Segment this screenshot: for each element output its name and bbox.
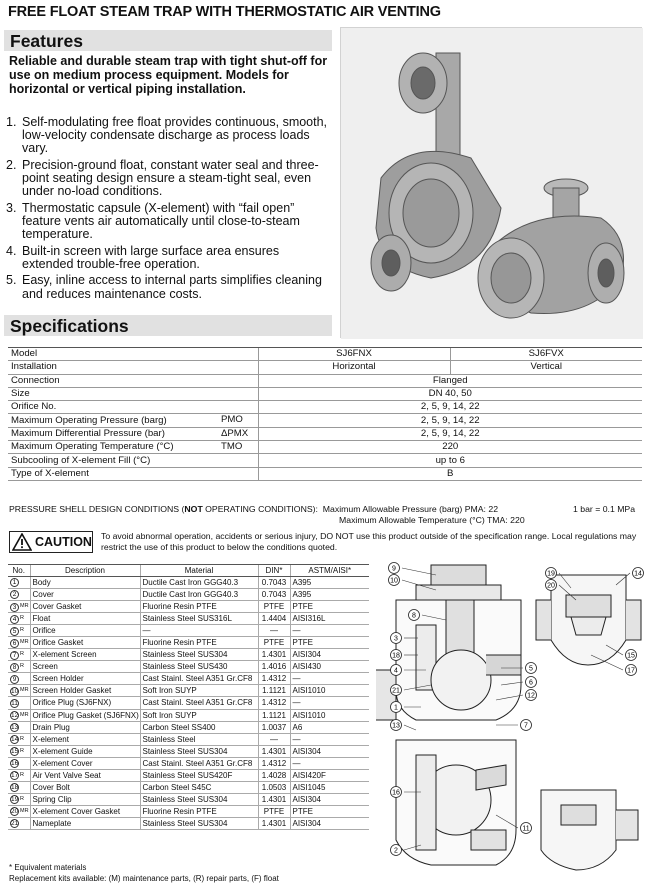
callout-label: 13 <box>392 722 400 730</box>
part-number-cell <box>8 613 30 625</box>
parts-header-row <box>8 565 369 577</box>
part-din: 1.1121 <box>258 709 290 721</box>
caution-word: CAUTION <box>35 535 92 549</box>
part-number-cell <box>8 781 30 793</box>
part-kit-code: R <box>20 771 24 778</box>
part-number-cell <box>8 757 30 769</box>
parts-row <box>8 745 369 757</box>
spec-label-cell <box>8 427 258 440</box>
spec-value: 220 <box>258 441 642 454</box>
part-material: Cast Stainl. Steel A351 Gr.CF8 <box>140 757 258 769</box>
spec-row-xelement-type <box>8 467 642 480</box>
feature-text: Precision-ground float, constant water seal and three-point seating design ensure a steam-tight seal, even under no-load conditions. <box>22 157 319 199</box>
part-description: Cover <box>30 589 140 601</box>
spec-value-horizontal: Horizontal <box>258 361 450 374</box>
part-number-cell <box>8 649 30 661</box>
part-astm: AISI316L <box>290 613 369 625</box>
part-material: Stainless Steel SUS430 <box>140 661 258 673</box>
psd-suffix: OPERATING CONDITIONS): <box>202 504 318 514</box>
callout-label: 9 <box>392 565 396 573</box>
callout-label: 14 <box>634 570 642 578</box>
part-description: X-element Cover <box>30 757 140 769</box>
pressure-shell-conditions <box>9 504 498 515</box>
part-din: 1.4301 <box>258 649 290 661</box>
feature-number: 4. <box>6 243 17 258</box>
spec-label: Maximum Operating Pressure (barg) <box>11 414 167 426</box>
callout-label: 6 <box>529 679 533 687</box>
part-astm: AISI304 <box>290 649 369 661</box>
parts-row <box>8 577 369 589</box>
spec-value: Flanged <box>258 374 642 387</box>
part-number: 1 <box>10 578 19 587</box>
part-number: 9 <box>10 675 19 684</box>
part-material: Stainless Steel SUS304 <box>140 817 258 829</box>
part-number: 10 <box>11 687 19 695</box>
part-material: Fluorine Resin PTFE <box>140 601 258 613</box>
spec-label: Type of X-element <box>8 467 258 480</box>
part-din: 1.4404 <box>258 613 290 625</box>
part-din: PTFE <box>258 637 290 649</box>
part-description: Screen <box>30 661 140 673</box>
part-number-cell <box>8 685 30 697</box>
spec-row-subcooling <box>8 454 642 467</box>
part-astm: A395 <box>290 577 369 589</box>
part-number: 20 <box>11 808 19 816</box>
part-number-cell <box>8 805 30 817</box>
part-description: Cover Gasket <box>30 601 140 613</box>
part-number: 16 <box>11 760 19 768</box>
part-material: Ductile Cast Iron GGG40.3 <box>140 589 258 601</box>
product-photo <box>340 27 642 338</box>
spec-row-dpmx <box>8 427 642 440</box>
part-din: 1.4016 <box>258 661 290 673</box>
part-description: X-element Guide <box>30 745 140 757</box>
part-number: 21 <box>11 820 19 828</box>
part-number-cell <box>8 709 30 721</box>
part-number: 13 <box>11 723 19 731</box>
callout-label: 1 <box>394 704 398 712</box>
part-din: 1.0037 <box>258 721 290 733</box>
spec-row-pmo <box>8 414 642 427</box>
part-kit-code: R <box>20 747 24 754</box>
steam-trap-photo-icon <box>341 28 643 339</box>
part-din: 0.7043 <box>258 589 290 601</box>
feature-item <box>6 274 332 300</box>
part-din: — <box>258 625 290 637</box>
parts-row <box>8 805 369 817</box>
part-number-cell <box>8 745 30 757</box>
callout-label: 17 <box>627 667 635 675</box>
part-material: Carbon Steel S45C <box>140 781 258 793</box>
warning-triangle-icon <box>12 533 32 551</box>
feature-number: 2. <box>6 157 17 172</box>
part-description: Orifice Plug Gasket (SJ6FNX) <box>30 709 140 721</box>
part-din: PTFE <box>258 601 290 613</box>
spec-row-model <box>8 348 642 361</box>
part-din: 1.0503 <box>258 781 290 793</box>
part-description: Cover Bolt <box>30 781 140 793</box>
part-material: — <box>140 625 258 637</box>
part-material: Fluorine Resin PTFE <box>140 637 258 649</box>
spec-value: 2, 5, 9, 14, 22 <box>258 427 642 440</box>
feature-text: Built-in screen with large surface area ensures extended trouble-free operation. <box>22 243 280 271</box>
part-astm: AISI304 <box>290 745 369 757</box>
part-material: Cast Stainl. Steel A351 Gr.CF8 <box>140 673 258 685</box>
part-kit-code: MR <box>20 603 29 610</box>
part-description: X-element Screen <box>30 649 140 661</box>
bar-conversion: 1 bar = 0.1 MPa <box>573 504 636 514</box>
feature-item <box>6 202 332 242</box>
parts-table <box>8 564 369 830</box>
part-number: 4 <box>10 615 19 624</box>
part-din: 1.4312 <box>258 697 290 709</box>
spec-value: up to 6 <box>258 454 642 467</box>
spec-row-orifice <box>8 401 642 414</box>
callout-label: 5 <box>529 665 533 673</box>
part-number-cell <box>8 793 30 805</box>
callout-label: 12 <box>527 692 535 700</box>
feature-number: 1. <box>6 115 17 129</box>
part-number-cell <box>8 589 30 601</box>
spec-row-installation <box>8 361 642 374</box>
callout-label: 16 <box>392 789 400 797</box>
part-number-cell <box>8 661 30 673</box>
col-din: DIN* <box>258 565 290 577</box>
part-astm: AISI430 <box>290 661 369 673</box>
callout-label: 19 <box>547 570 555 578</box>
parts-row <box>8 685 369 697</box>
part-astm: AISI304 <box>290 817 369 829</box>
parts-row <box>8 733 369 745</box>
spec-label: Orifice No. <box>8 401 258 414</box>
part-material: Soft Iron SUYP <box>140 685 258 697</box>
part-din: 1.4312 <box>258 757 290 769</box>
parts-row <box>8 673 369 685</box>
part-description: Air Vent Valve Seat <box>30 769 140 781</box>
part-din: 1.1121 <box>258 685 290 697</box>
caution-label <box>9 531 93 553</box>
parts-row <box>8 721 369 733</box>
parts-row <box>8 781 369 793</box>
spec-label: Maximum Differential Pressure (bar) <box>11 427 165 439</box>
parts-row <box>8 649 369 661</box>
spec-value-sj6fnx: SJ6FNX <box>258 348 450 361</box>
footnote-kits: Replacement kits available: (M) maintenance parts, (R) repair parts, (F) float <box>9 874 279 883</box>
part-number: 2 <box>10 590 19 599</box>
spec-label: Size <box>8 387 258 400</box>
part-astm: PTFE <box>290 637 369 649</box>
part-kit-code: R <box>20 795 24 802</box>
part-number-cell <box>8 637 30 649</box>
part-number: 7 <box>10 651 19 660</box>
parts-row <box>8 613 369 625</box>
part-number-cell <box>8 733 30 745</box>
part-description: Drain Plug <box>30 721 140 733</box>
col-material: Material <box>140 565 258 577</box>
part-material: Stainless Steel SUS420F <box>140 769 258 781</box>
part-description: Spring Clip <box>30 793 140 805</box>
feature-number: 5. <box>6 273 17 288</box>
part-material: Carbon Steel SS400 <box>140 721 258 733</box>
part-number: 17 <box>11 772 19 780</box>
psd-prefix: PRESSURE SHELL DESIGN CONDITIONS ( <box>9 504 185 514</box>
part-kit-code: MR <box>20 687 29 694</box>
part-din: 1.4301 <box>258 817 290 829</box>
callout-label: 21 <box>392 687 400 695</box>
part-astm: PTFE <box>290 601 369 613</box>
parts-row <box>8 793 369 805</box>
callout-label: 4 <box>394 667 398 675</box>
part-astm: AISI1010 <box>290 685 369 697</box>
part-astm: AISI1045 <box>290 781 369 793</box>
parts-row <box>8 637 369 649</box>
part-astm: — <box>290 673 369 685</box>
part-material: Stainless Steel SUS316L <box>140 613 258 625</box>
spec-label: Maximum Operating Temperature (°C) <box>11 441 174 453</box>
part-number: 3 <box>10 603 19 612</box>
callout-label: 15 <box>627 652 635 660</box>
cross-section-diagram <box>376 560 646 882</box>
part-material: Stainless Steel <box>140 733 258 745</box>
parts-row <box>8 661 369 673</box>
part-astm: PTFE <box>290 805 369 817</box>
part-number-cell <box>8 817 30 829</box>
spec-row-tmo <box>8 441 642 454</box>
part-material: Fluorine Resin PTFE <box>140 805 258 817</box>
part-astm: A395 <box>290 589 369 601</box>
spec-symbol: PMO <box>221 414 243 426</box>
part-number: 14 <box>11 736 19 744</box>
part-kit-code: R <box>20 735 24 742</box>
part-material: Stainless Steel SUS304 <box>140 745 258 757</box>
part-material: Cast Stainl. Steel A351 Gr.CF8 <box>140 697 258 709</box>
parts-row <box>8 697 369 709</box>
feature-text: Self-modulating free float provides continuous, smooth, low-velocity condensate discharge as process loads vary. <box>22 115 328 156</box>
spec-value: 2, 5, 9, 14, 22 <box>258 414 642 427</box>
callout-label: 3 <box>394 635 398 643</box>
callout-leader <box>404 725 416 730</box>
spec-value: DN 40, 50 <box>258 387 642 400</box>
part-kit-code: MR <box>20 807 29 814</box>
spec-value-sj6fvx: SJ6FVX <box>450 348 642 361</box>
part-number-cell <box>8 625 30 637</box>
part-description: Body <box>30 577 140 589</box>
part-number: 8 <box>10 663 19 672</box>
spec-label: Installation <box>8 361 258 374</box>
part-number-cell <box>8 673 30 685</box>
part-number: 12 <box>11 711 19 719</box>
part-material: Stainless Steel SUS304 <box>140 793 258 805</box>
part-number-cell <box>8 721 30 733</box>
part-description: Screen Holder <box>30 673 140 685</box>
part-kit-code: R <box>20 663 24 670</box>
feature-item <box>6 245 332 271</box>
part-astm: AISI1010 <box>290 709 369 721</box>
part-astm: A6 <box>290 721 369 733</box>
intro-text: Reliable and durable steam trap with tight shut-off for use on medium process equipment. Models for horizontal or vertical piping installation. <box>9 54 328 96</box>
part-number-cell <box>8 769 30 781</box>
part-astm: AISI420F <box>290 769 369 781</box>
part-number-cell <box>8 697 30 709</box>
part-astm: — <box>290 625 369 637</box>
caution-text: To avoid abnormal operation, accidents or serious injury, DO NOT use this product outside of the specification range. Local regulations may restrict the use of this product to below the conditions quoted. <box>101 531 637 552</box>
parts-row <box>8 601 369 613</box>
feature-item <box>6 116 332 156</box>
part-number: 19 <box>11 796 19 804</box>
part-astm: — <box>290 757 369 769</box>
part-number: 11 <box>11 699 18 707</box>
part-number: 15 <box>11 748 19 756</box>
psd-pma: Maximum Allowable Pressure (barg) PMA: 22 <box>322 504 499 514</box>
part-description: X-element <box>30 733 140 745</box>
feature-text: Thermostatic capsule (X-element) with “fail open” feature vents air automatically until close-to-steam temperature. <box>22 200 300 242</box>
part-material: Stainless Steel SUS304 <box>140 649 258 661</box>
callout-label: 2 <box>394 847 398 855</box>
callout-label: 20 <box>547 582 555 590</box>
part-astm: — <box>290 733 369 745</box>
psd-tma: Maximum Allowable Temperature (°C) TMA: 220 <box>339 515 525 525</box>
part-number: 18 <box>11 784 19 792</box>
spec-value: 2, 5, 9, 14, 22 <box>258 401 642 414</box>
footnote-equivalent: * Equivalent materials <box>9 863 87 872</box>
col-description: Description <box>30 565 140 577</box>
callout-label: 18 <box>392 652 400 660</box>
part-din: — <box>258 733 290 745</box>
page-title: FREE FLOAT STEAM TRAP WITH THERMOSTATIC AIR VENTING <box>8 4 441 20</box>
part-kit-code: R <box>20 615 24 622</box>
callout-label: 10 <box>390 577 398 585</box>
specifications-table <box>8 347 642 481</box>
part-description: Orifice Gasket <box>30 637 140 649</box>
features-heading: Features <box>4 30 332 51</box>
part-din: 1.4028 <box>258 769 290 781</box>
spec-label: Connection <box>8 374 258 387</box>
spec-label-cell <box>8 441 258 454</box>
part-number-cell <box>8 577 30 589</box>
psd-not: NOT <box>184 504 203 514</box>
part-kit-code: MR <box>20 711 29 718</box>
feature-item <box>6 159 332 199</box>
part-description: Orifice Plug (SJ6FNX) <box>30 697 140 709</box>
part-astm: AISI304 <box>290 793 369 805</box>
part-description: X-element Cover Gasket <box>30 805 140 817</box>
col-no: No. <box>8 565 30 577</box>
part-number-cell <box>8 601 30 613</box>
part-description: Orifice <box>30 625 140 637</box>
part-material: Soft Iron SUYP <box>140 709 258 721</box>
spec-label: Model <box>8 348 258 361</box>
spec-value-vertical: Vertical <box>450 361 642 374</box>
spec-label: Subcooling of X-element Fill (°C) <box>8 454 258 467</box>
callout-label: 11 <box>522 825 530 833</box>
part-material: Ductile Cast Iron GGG40.3 <box>140 577 258 589</box>
part-description: Nameplate <box>30 817 140 829</box>
part-astm: — <box>290 697 369 709</box>
col-astm: ASTM/AISI* <box>290 565 369 577</box>
part-description: Float <box>30 613 140 625</box>
spec-row-connection <box>8 374 642 387</box>
parts-row <box>8 757 369 769</box>
parts-row <box>8 709 369 721</box>
part-din: 1.4301 <box>258 745 290 757</box>
part-din: PTFE <box>258 805 290 817</box>
part-kit-code: MR <box>20 639 29 646</box>
spec-symbol: TMO <box>221 441 243 453</box>
part-description: Screen Holder Gasket <box>30 685 140 697</box>
part-din: 1.4301 <box>258 793 290 805</box>
part-number: 5 <box>10 627 19 636</box>
callout-label: 8 <box>412 612 416 620</box>
spec-symbol: ΔPMX <box>221 427 249 439</box>
feature-text: Easy, inline access to internal parts simplifies cleaning and reduces maintenance costs. <box>22 273 322 301</box>
part-number: 6 <box>10 639 19 648</box>
parts-row <box>8 589 369 601</box>
parts-row <box>8 625 369 637</box>
parts-row <box>8 769 369 781</box>
features-list <box>6 116 332 304</box>
spec-label-cell <box>8 414 258 427</box>
callout-label: 7 <box>524 722 528 730</box>
parts-row <box>8 817 369 829</box>
part-din: 1.4312 <box>258 673 290 685</box>
spec-value: B <box>258 467 642 480</box>
part-din: 0.7043 <box>258 577 290 589</box>
feature-number: 3. <box>6 200 17 215</box>
specifications-heading: Specifications <box>4 315 332 336</box>
part-kit-code: R <box>20 651 24 658</box>
spec-row-size <box>8 387 642 400</box>
part-kit-code: R <box>20 627 24 634</box>
